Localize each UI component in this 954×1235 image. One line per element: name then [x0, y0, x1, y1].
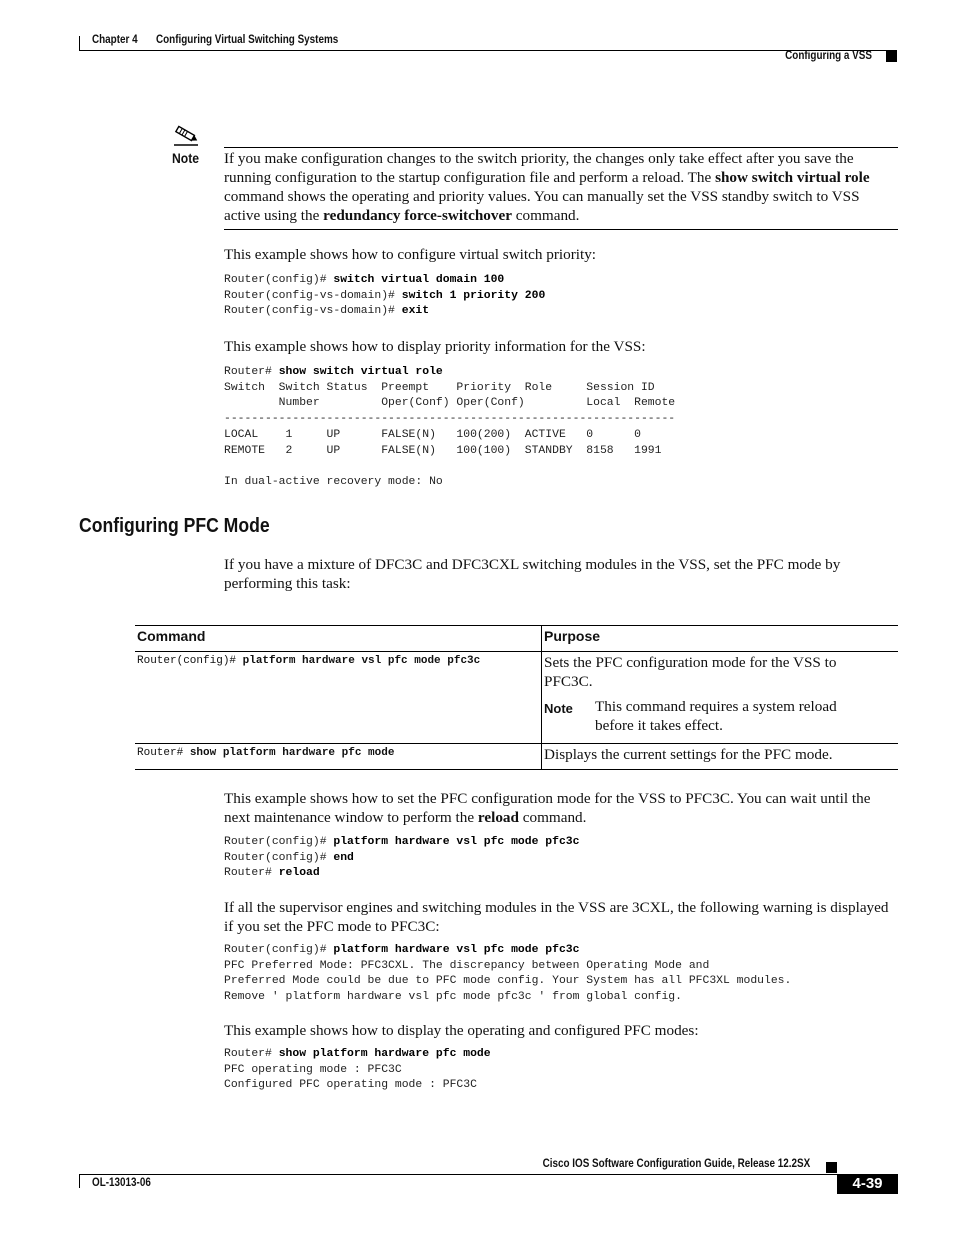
code-line: Router# reload [224, 867, 320, 880]
purpose-note-text: This command requires a system reload before it takes effect. [595, 698, 837, 734]
paragraph-pfc-intro: If you have a mixture of DFC3C and DFC3CXL switching modules in the VSS, set the PFC mode by performing this task: [224, 556, 841, 592]
note-text-1: If you make configuration changes to the switch priority, the changes only take effect after you save the running configuration to the startup configuration file and perform a reload. The [224, 150, 854, 186]
paragraph-role-intro: This example shows how to display priority information for the VSS: [224, 338, 646, 355]
code-line: Router(config-vs-domain)# switch 1 priority 200 [224, 289, 546, 302]
code-output: PFC operating mode : PFC3C [224, 1063, 402, 1076]
code-output: Preferred Mode could be due to PFC mode config. Your System has all PFC3XL modules. [224, 975, 792, 988]
code-line: Router(config-vs-domain)# exit [224, 305, 430, 318]
note-top-rule [224, 147, 898, 148]
code-block-set-pfc [224, 835, 579, 882]
header-chapter: Chapter 4 [92, 34, 138, 46]
header-chapter-title: Configuring Virtual Switching Systems [156, 34, 339, 46]
note-text-3: command. [511, 207, 580, 224]
table-header-command: Command [135, 626, 542, 652]
code-line: Router# show switch virtual role [224, 366, 443, 378]
footer-page-number-box [837, 1174, 898, 1194]
paragraph-warning-intro: If all the supervisor engines and switching modules in the VSS are 3CXL, the following warning is displayed if you set the PFC mode to PFC3C: [224, 899, 889, 935]
footer-page-number: 4-39 [852, 1175, 883, 1192]
code-block-display-modes [224, 1047, 491, 1094]
note-text-2: command shows the operating and priority values. You can manually set the VSS standby switch to VSS active using the [224, 188, 860, 224]
command-text: platform hardware vsl pfc mode pfc3c [242, 655, 481, 667]
code-line: Router(config)# switch virtual domain 100 [224, 274, 505, 286]
code-output: In dual-active recovery mode: No [224, 475, 443, 488]
note-label: Note [172, 151, 199, 166]
purpose-note [544, 697, 896, 735]
command-table [135, 625, 898, 770]
paragraph-display-modes: This example shows how to display the operating and configured PFC modes: [224, 1022, 699, 1039]
code-output: Remove ' platform hardware vsl pfc mode pfc3c ' from global config. [224, 991, 682, 1004]
command-text: show platform hardware pfc mode [189, 747, 395, 759]
code-output: Number Oper(Conf) Oper(Conf) Local Remote [224, 397, 676, 410]
code-line: Router(config)# end [224, 851, 354, 864]
table-cell-purpose [542, 652, 899, 744]
footer-marker-block [826, 1162, 837, 1173]
header-marker-block [886, 51, 897, 62]
code-block-role [224, 365, 675, 491]
footer-rule [79, 1174, 897, 1175]
code-line: Router(config)# platform hardware vsl pfc mode pfc3c [224, 944, 580, 956]
purpose-note-label: Note [544, 701, 573, 716]
code-block-warning [224, 943, 791, 1006]
code-output: Switch Switch Status Preempt Priority Role Session ID [224, 381, 655, 394]
para-bold: reload [477, 809, 519, 826]
footer-doc-id: OL-13013-06 [92, 1177, 151, 1189]
code-line: Router(config)# platform hardware vsl pfc mode pfc3c [224, 836, 580, 848]
section-title: Configuring PFC Mode [79, 515, 270, 537]
paragraph-set-pfc [224, 789, 898, 827]
header-left-bar [79, 36, 80, 50]
paragraph-priority-intro: This example shows how to configure virtual switch priority: [224, 246, 597, 263]
purpose-text: Sets the PFC configuration mode for the VSS to PFC3C. [544, 654, 837, 690]
code-output: ------------------------------------------------------------------ [224, 413, 676, 426]
code-block-priority [224, 273, 545, 320]
footer-guide-title: Cisco IOS Software Configuration Guide, Release 12.2SX [542, 1158, 810, 1170]
command-prompt: Router(config)# [137, 655, 243, 667]
table-cell-command [135, 652, 542, 744]
command-prompt: Router# [137, 747, 190, 759]
table-cell-command [135, 744, 542, 770]
para-text: command. [518, 809, 587, 826]
code-line: Router# show platform hardware pfc mode [224, 1048, 491, 1060]
code-output: PFC Preferred Mode: PFC3CXL. The discrepancy between Operating Mode and [224, 959, 710, 972]
header-section: Configuring a VSS [785, 50, 872, 62]
header-rule [79, 50, 897, 51]
table-cell-purpose: Displays the current settings for the PFC mode. [542, 744, 899, 770]
table-header-row [135, 626, 898, 652]
code-output: REMOTE 2 UP FALSE(N) 100(100) STANDBY 8158 1991 [224, 444, 662, 457]
note-text [224, 149, 898, 225]
note-bold-2: redundancy force-switchover [323, 207, 512, 224]
code-output: LOCAL 1 UP FALSE(N) 100(200) ACTIVE 0 0 [224, 428, 641, 441]
table-row [135, 744, 898, 770]
pencil-note-icon [172, 124, 200, 146]
footer-left-bar [79, 1174, 80, 1188]
para-text: This example shows how to set the PFC configuration mode for the VSS to PFC3C. You can wait until the next maintenance window to perform the [224, 790, 871, 826]
note-bottom-rule [224, 229, 898, 230]
note-bold-1: show switch virtual role [715, 169, 870, 186]
table-header-purpose: Purpose [542, 626, 899, 652]
code-output: Configured PFC operating mode : PFC3C [224, 1079, 477, 1092]
table-row [135, 652, 898, 744]
